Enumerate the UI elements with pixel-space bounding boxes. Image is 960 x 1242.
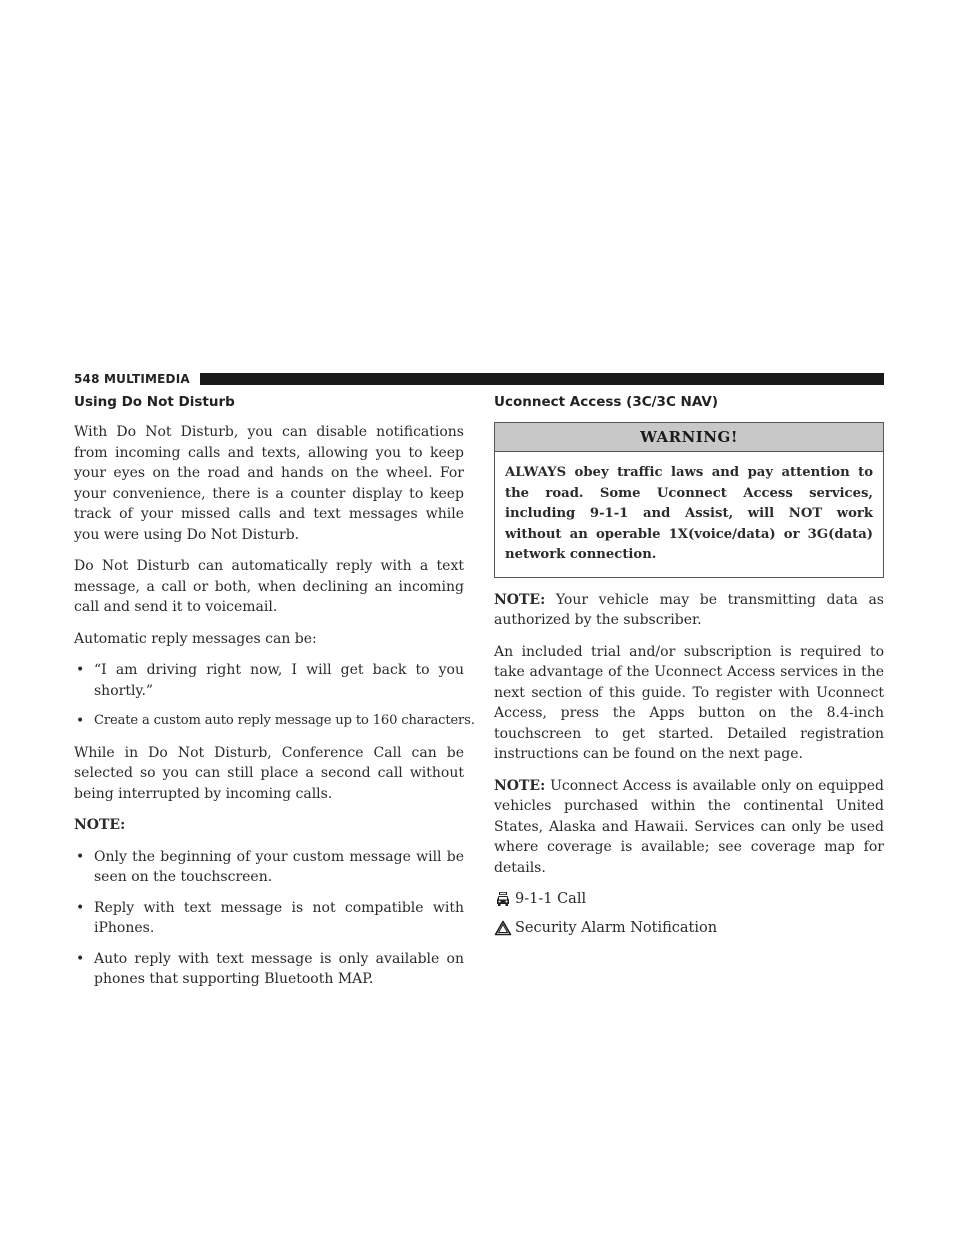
list-item: • Reply with text message is not compatible with iPhones. — [76, 899, 464, 936]
bullet-icon: • — [76, 899, 85, 916]
header-rule — [200, 373, 884, 385]
note-list — [74, 847, 464, 990]
list-item: • “I am driving right now, I will get back to you shortly.” — [76, 662, 464, 699]
section-heading-uconnect-access: Uconnect Access (3C/3C NAV) — [494, 394, 719, 410]
auto-reply-list — [74, 660, 475, 732]
warning-text: ALWAYS obey traffic laws and pay attention to the road. Some Uconnect Access services, including 9-1-1 and Assist, will NOT work without an operable 1X(voice/data) or 3G(data) network connection. — [505, 465, 873, 562]
section-heading-do-not-disturb: Using Do Not Disturb — [74, 394, 235, 410]
paragraph: With Do Not Disturb, you can disable notifications from incoming calls and texts, allowing you to keep your eyes on the road and hands on the wheel. For your convenience, there is a counter display to keep track of your missed calls and text messages while you were using Do Not Disturb. — [74, 424, 464, 543]
right-column — [494, 394, 884, 947]
bullet-icon: • — [76, 848, 85, 865]
page-header-label: 548 MULTIMEDIA — [74, 372, 190, 386]
paragraph: Automatic reply messages can be: — [74, 630, 317, 647]
service-label: 9-1-1 Call — [515, 891, 587, 907]
list-item: • Auto reply with text message is only available on phones that supporting Bluetooth MAP. — [76, 950, 464, 987]
list-item: • Create a custom auto reply message up to 160 characters. — [74, 711, 464, 732]
paragraph: Do Not Disturb can automatically reply with a text message, a call or both, when declining an incoming call and send it to voicemail. — [74, 558, 464, 615]
note-paragraph: NOTE: Your vehicle may be transmitting data as authorized by the subscriber. — [494, 591, 884, 628]
vehicle-sos-icon — [494, 890, 512, 908]
paragraph: While in Do Not Disturb, Conference Call can be selected so you can still place a second call without being interrupted by incoming calls. — [74, 744, 464, 802]
warning-title: WARNING! — [495, 423, 883, 452]
service-label: Security Alarm Notification — [515, 920, 718, 936]
bullet-icon: • — [76, 950, 85, 967]
bullet-icon: • — [76, 713, 85, 729]
alarm-triangle-icon — [494, 919, 512, 937]
bullet-icon: • — [76, 662, 85, 678]
warning-box — [494, 422, 884, 578]
note-paragraph: NOTE: Uconnect Access is available only on equipped vehicles purchased within the continental United States, Alaska and Hawaii. Services can only be used where coverage is available; see coverage map for details. — [494, 777, 884, 876]
page-header — [74, 372, 884, 386]
note-label: NOTE: — [74, 817, 126, 833]
service-security-alarm — [494, 918, 884, 938]
list-item: • Only the beginning of your custom message will be seen on the touchscreen. — [76, 848, 464, 885]
service-911-call — [494, 889, 884, 909]
paragraph: An included trial and/or subscription is required to take advantage of the Uconnect Access services in the next section of this guide. To register with Uconnect Access, press the Apps button on the 8.4-inch touchscreen to get started. Detailed registration instructions can be found on the next page. — [494, 643, 884, 762]
left-column — [74, 394, 475, 1001]
